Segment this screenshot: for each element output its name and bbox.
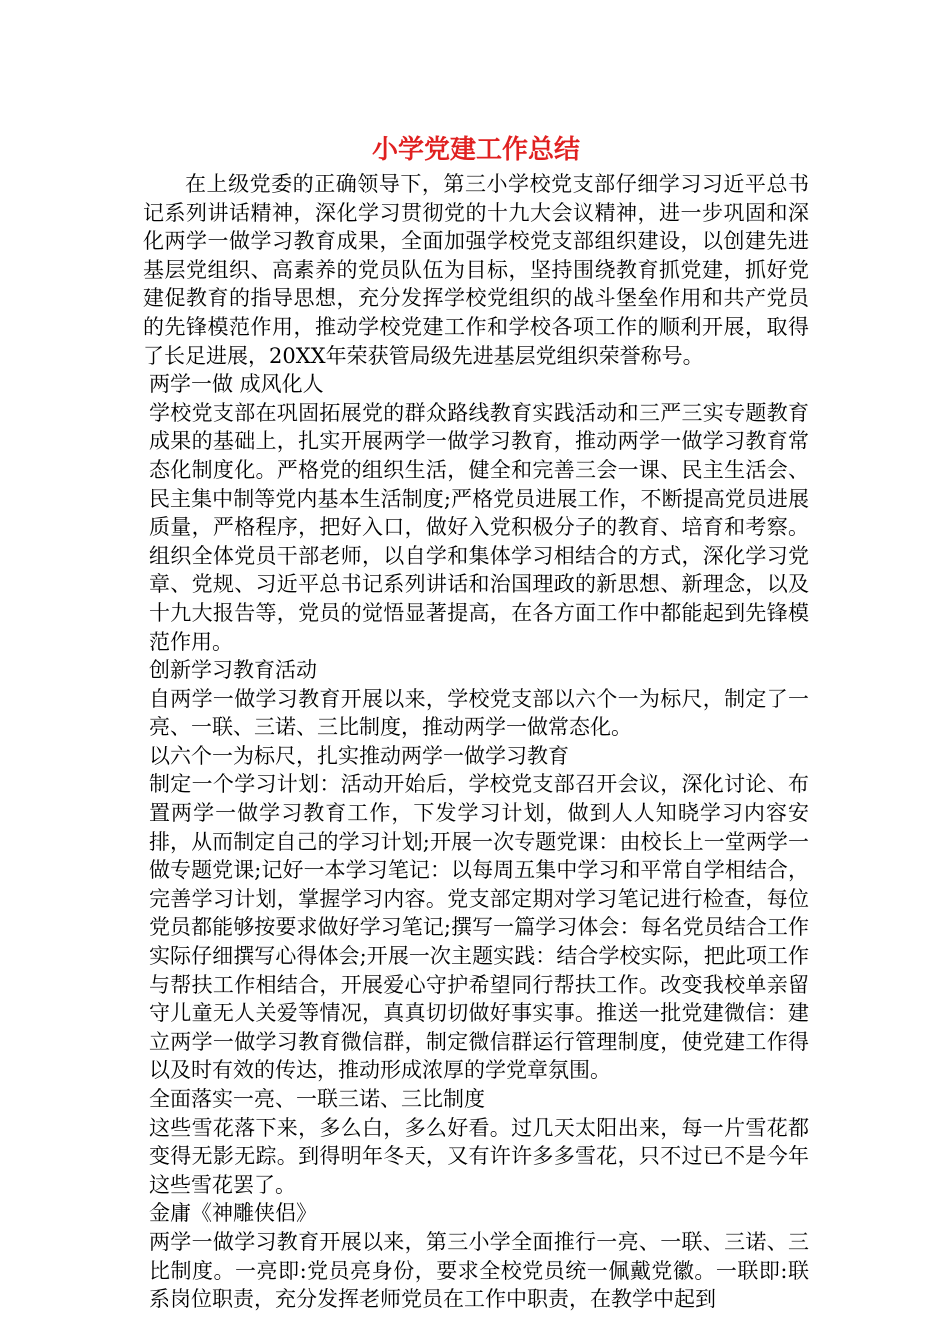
section-heading-5: 金庸《神雕侠侣》 [149,1201,317,1226]
intro-paragraph: 在上级党委的正确领导下，第三小学校党支部仔细学习习近平总书记系列讲话精神，深化学习贯彻党的十九大会议精神，进一步巩固和深化两学一做学习教育成果，全面加强学校党支部组织建设，以创建先进基层党组织、高素养的党员队伍为目标，坚持围绕教育抓党建，抓好党建促教育的指导思想，充分发挥学校党组织的战斗堡垒作用和共产党员的先锋模范作用，推动学校党建工作和学校各项工作的顺利开展，取得了长足进展，20XX年荣获管局级先进基层党组织荣誉称号。 [143,172,809,368]
section-body-2: 自两学一做学习教育开展以来，学校党支部以六个一为标尺，制定了一亮、一联、三诺、三比制度，推动两学一做常态化。 [149,686,809,740]
document-title: 小学党建工作总结 [371,135,580,165]
section-body-4: 这些雪花落下来，多么白，多么好看。过几天太阳出来，每一片雪花都变得无影无踪。到得明年冬天，又有许许多多雪花，只不过已不是今年这些雪花罢了。 [149,1115,809,1197]
section-heading-1: 两学一做 成风化人 [149,372,324,397]
section-heading-3: 以六个一为标尺，扎实推动两学一做学习教育 [149,743,569,768]
section-body-3: 制定一个学习计划：活动开始后，学校党支部召开会议，深化讨论、布置两学一做学习教育工作，下发学习计划，做到人人知晓学习内容安排，从而制定自己的学习计划;开展一次专题党课：由校长上一堂两学一做专题党课;记好一本学习笔记：以每周五集中学习和平常自学相结合，完善学习计划，掌握学习内容。党支部定期对学习笔记进行检查，每位党员都能够按要求做好学习笔记;撰写一篇学习体会：每名党员结合工作实际仔细撰写心得体会;开展一次主题实践：结合学校实际，把此项工作与帮扶工作相结合，开展爱心守护希望同行帮扶工作。改变我校单亲留守儿童无人关爱等情况，真真切切做好事实事。推送一批党建微信：建立两学一做学习教育微信群，制定微信群运行管理制度，使党建工作得以及时有效的传达，推动形成浓厚的学党章氛围。 [149,772,809,1083]
section-heading-4: 全面落实一亮、一联三诺、三比制度 [149,1087,485,1111]
section-heading-2: 创新学习教育活动 [149,658,317,683]
section-body-5: 两学一做学习教育开展以来，第三小学全面推行一亮、一联、三诺、三比制度。一亮即:党员亮身份，要求全校党员统一佩戴党徽。一联即:联系岗位职责，充分发挥老师党员在工作中职责，在教学中起到 [149,1229,809,1312]
document-page [143,130,809,1314]
section-body-1: 学校党支部在巩固拓展党的群众路线教育实践活动和三严三实专题教育成果的基础上，扎实开展两学一做学习教育，推动两学一做学习教育常态化制度化。严格党的组织生活，健全和完善三会一课、民主生活会、民主集中制等党内基本生活制度;严格党员进展工作，不断提高党员进展质量，严格程序，把好入口，做好入党积极分子的教育、培育和考察。组织全体党员干部老师，以自学和集体学习相结合的方式，深化学习党章、党规、习近平总书记系列讲话和治国理政的新思想、新理念，以及十九大报告等，党员的觉悟显著提高，在各方面工作中都能起到先锋模范作用。 [149,400,809,654]
